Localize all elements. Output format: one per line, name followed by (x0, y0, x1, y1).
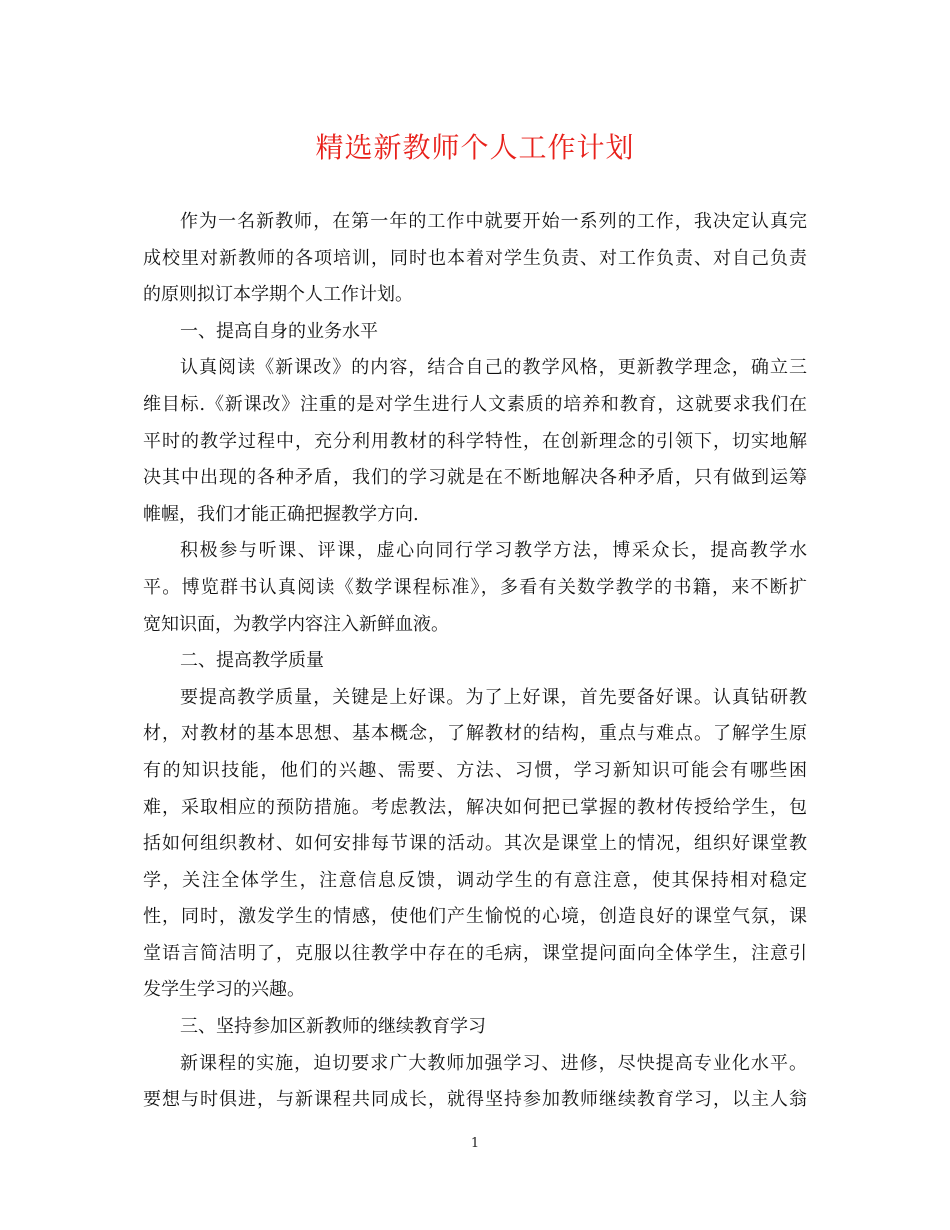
text-line: 难，采取相应的预防措施。考虑教法，解决如何把已掌握的教材传授给学生，包 (143, 796, 807, 818)
page-number: 1 (470, 1136, 480, 1151)
section-heading: 三、坚持参加区新教师的继续教育学习 (180, 1016, 486, 1038)
text-line: 帷幄，我们才能正确把握教学方向. (143, 503, 419, 525)
section-heading: 二、提高教学质量 (180, 650, 324, 672)
text-line: 括如何组织教材、如何安排每节课的活动。其次是课堂上的情况，组织好课堂教 (143, 833, 807, 855)
text-line: 要提高教学质量，关键是上好课。为了上好课，首先要备好课。认真钻研教 (180, 686, 807, 708)
text-line: 性，同时，激发学生的情感，使他们产生愉悦的心境，创造良好的课堂气氛，课 (143, 906, 807, 928)
text-line: 要想与时俱进，与新课程共同成长，就得坚持参加教师继续教育学习，以主人翁 (143, 1089, 807, 1111)
text-line: 的原则拟订本学期个人工作计划。 (143, 284, 413, 306)
text-line: 作为一名新教师，在第一年的工作中就要开始一系列的工作，我决定认真完 (180, 211, 807, 232)
text-line: 平时的教学过程中，充分利用教材的科学特性，在创新理念的引领下，切实地解 (143, 430, 807, 452)
text-line: 新课程的实施，迫切要求广大教师加强学习、进修，尽快提高专业化水平。 (180, 1052, 807, 1074)
text-line: 学，关注全体学生，注意信息反馈，调动学生的有意注意，使其保持相对稳定 (143, 869, 807, 891)
section-heading: 一、提高自身的业务水平 (180, 320, 378, 342)
text-line: 平。博览群书认真阅读《数学课程标准》，多看有关数学教学的书籍，来不断扩 (143, 576, 807, 598)
text-line: 认真阅读《新课改》的内容，结合自己的教学风格，更新教学理念，确立三 (180, 357, 807, 379)
document-title: 精选新教师个人工作计划 (315, 131, 635, 164)
text-line: 材，对教材的基本思想、基本概念，了解教材的结构，重点与难点。了解学生原 (143, 723, 807, 745)
text-line: 发学生学习的兴趣。 (143, 979, 305, 1001)
text-line: 成校里对新教师的各项培训，同时也本着对学生负责、对工作负责、对自己负责 (143, 247, 807, 269)
document-body (143, 204, 807, 1119)
text-line: 决其中出现的各种矛盾，我们的学习就是在不断地解决各种矛盾，只有做到运筹 (143, 467, 807, 489)
text-line: 宽知识面，为教学内容注入新鲜血液。 (143, 613, 449, 635)
text-line: 积极参与听课、评课，虚心向同行学习教学方法，博采众长，提高教学水 (180, 540, 807, 562)
text-line: 有的知识技能，他们的兴趣、需要、方法、习惯，学习新知识可能会有哪些困 (143, 759, 807, 781)
text-line: 堂语言简洁明了，克服以往教学中存在的毛病，课堂提问面向全体学生，注意引 (143, 942, 807, 964)
text-line: 维目标.《新课改》注重的是对学生进行人文素质的培养和教育，这就要求我们在 (143, 393, 807, 415)
